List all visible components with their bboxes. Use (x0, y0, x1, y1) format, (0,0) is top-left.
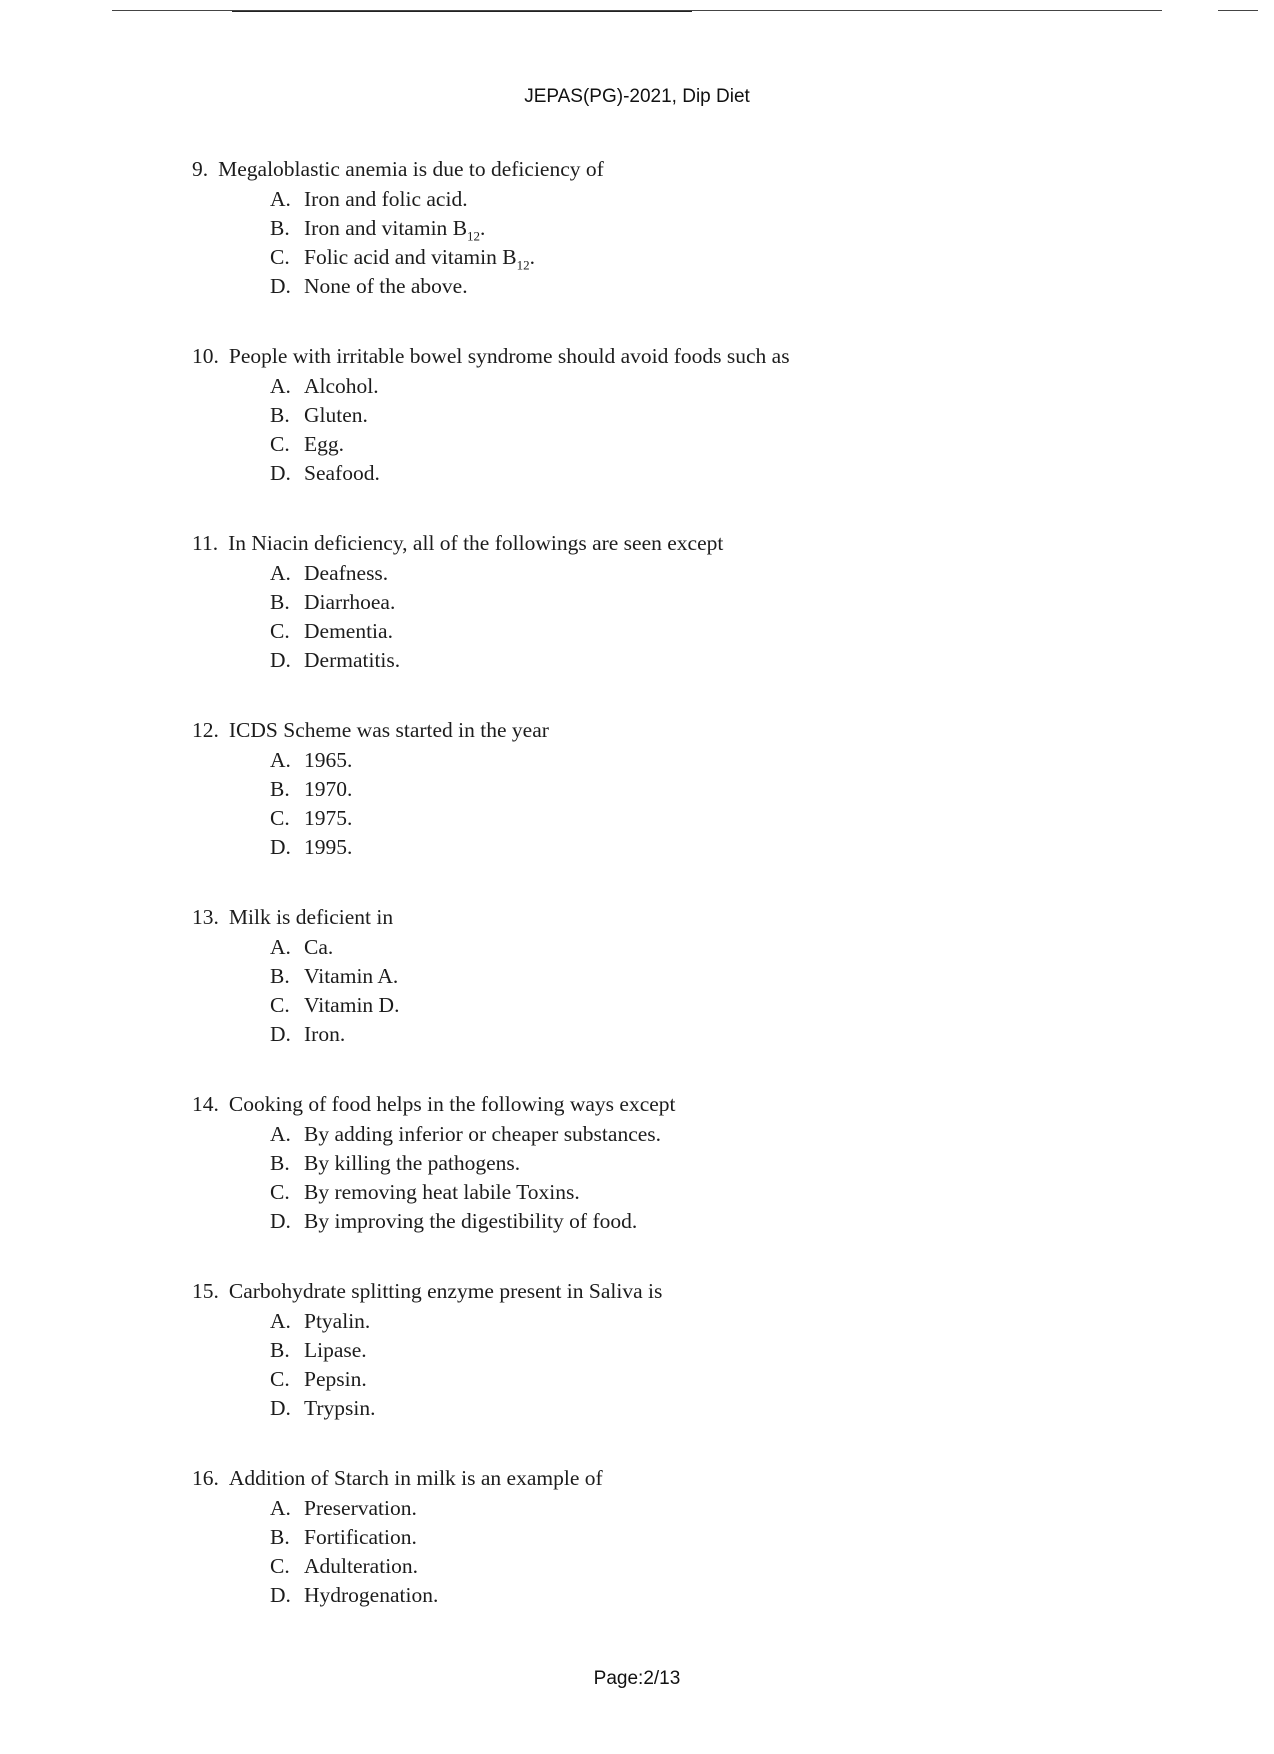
question-item (192, 904, 1192, 1049)
answer-option (192, 1494, 1192, 1523)
option-list (192, 746, 1192, 862)
answer-option (192, 617, 1192, 646)
option-letter: B. (270, 403, 290, 427)
answer-option (192, 646, 1192, 675)
option-letter: A. (270, 935, 291, 959)
answer-option (192, 833, 1192, 862)
option-text: By killing the pathogens. (304, 1151, 521, 1175)
option-letter: C. (270, 1367, 290, 1391)
question-text: People with irritable bowel syndrome should avoid foods such as (228, 344, 790, 368)
question-number: 12. (192, 718, 219, 742)
option-text: Fortification. (304, 1525, 417, 1549)
question-text: Cooking of food helps in the following ways except (228, 1092, 676, 1116)
question-text: Milk is deficient in (228, 905, 394, 929)
question-number: 9. (192, 157, 209, 181)
option-letter: D. (270, 648, 291, 672)
answer-option (192, 1149, 1192, 1178)
answer-option (192, 1207, 1192, 1236)
option-text: Vitamin D. (304, 993, 400, 1017)
option-letter: A. (270, 1309, 291, 1333)
option-list (192, 559, 1192, 675)
option-list (192, 1120, 1192, 1236)
option-letter: A. (270, 187, 291, 211)
question-item (192, 1465, 1192, 1610)
option-letter: D. (270, 1209, 291, 1233)
option-letter: A. (270, 748, 291, 772)
option-letter: A. (270, 1496, 291, 1520)
answer-option (192, 746, 1192, 775)
option-text: Deafness. (304, 561, 389, 585)
option-letter: C. (270, 993, 290, 1017)
question-number: 16. (192, 1466, 219, 1490)
page-number: Page:2/13 (593, 1668, 681, 1689)
answer-option (192, 1581, 1192, 1610)
option-text: Ca. (304, 935, 334, 959)
option-letter: A. (270, 374, 291, 398)
question-item (192, 530, 1192, 675)
option-list (192, 1494, 1192, 1610)
option-text: Diarrhoea. (304, 590, 396, 614)
answer-option (192, 1336, 1192, 1365)
option-list (192, 185, 1192, 301)
scan-edge-line-top-dark (232, 11, 692, 12)
answer-option (192, 933, 1192, 962)
scan-edge-line-top-right (1218, 10, 1258, 11)
option-text: 1995. (304, 835, 353, 859)
option-letter: B. (270, 1525, 290, 1549)
option-text: Gluten. (304, 403, 368, 427)
answer-option (192, 459, 1192, 488)
answer-option (192, 401, 1192, 430)
question-line (192, 904, 1192, 931)
question-line (192, 1091, 1192, 1118)
answer-option (192, 1394, 1192, 1423)
question-line (192, 156, 1192, 183)
option-text: 1965. (304, 748, 353, 772)
option-letter: D. (270, 835, 291, 859)
question-text: Addition of Starch in milk is an example of (228, 1466, 603, 1490)
answer-option (192, 588, 1192, 617)
option-text: By adding inferior or cheaper substances. (304, 1122, 662, 1146)
question-line (192, 530, 1192, 557)
option-letter: B. (270, 777, 290, 801)
answer-option (192, 962, 1192, 991)
option-text: Seafood. (304, 461, 380, 485)
question-item (192, 717, 1192, 862)
answer-option (192, 1552, 1192, 1581)
answer-option (192, 1020, 1192, 1049)
option-text: 1970. (304, 777, 353, 801)
option-letter: D. (270, 274, 291, 298)
option-letter: B. (270, 1338, 290, 1362)
option-text: Pepsin. (304, 1367, 367, 1391)
option-letter: B. (270, 1151, 290, 1175)
option-letter: B. (270, 216, 290, 240)
option-letter: C. (270, 432, 290, 456)
option-letter: C. (270, 1180, 290, 1204)
option-text: Preservation. (304, 1496, 417, 1520)
option-letter: A. (270, 561, 291, 585)
option-letter: B. (270, 964, 290, 988)
option-letter: A. (270, 1122, 291, 1146)
option-text: Vitamin A. (304, 964, 399, 988)
question-line (192, 1278, 1192, 1305)
option-letter: D. (270, 461, 291, 485)
question-number: 10. (192, 344, 219, 368)
option-text: Trypsin. (304, 1396, 376, 1420)
answer-option (192, 559, 1192, 588)
answer-option (192, 243, 1192, 272)
option-text: Egg. (304, 432, 345, 456)
answer-option (192, 372, 1192, 401)
answer-option (192, 991, 1192, 1020)
option-text: Iron and folic acid. (304, 187, 468, 211)
option-letter: C. (270, 619, 290, 643)
option-letter: B. (270, 590, 290, 614)
option-letter: D. (270, 1396, 291, 1420)
page-header: JEPAS(PG)-2021, Dip Diet (524, 86, 750, 107)
answer-option (192, 1365, 1192, 1394)
question-number: 15. (192, 1279, 219, 1303)
answer-option (192, 1307, 1192, 1336)
question-item (192, 1091, 1192, 1236)
option-list (192, 372, 1192, 488)
question-line (192, 1465, 1192, 1492)
option-text: Alcohol. (304, 374, 379, 398)
question-text: Carbohydrate splitting enzyme present in Saliva is (228, 1279, 663, 1303)
answer-option (192, 1120, 1192, 1149)
option-text: Adulteration. (304, 1554, 419, 1578)
answer-option (192, 214, 1192, 243)
option-letter: D. (270, 1022, 291, 1046)
option-text: Dementia. (304, 619, 393, 643)
option-letter: C. (270, 245, 290, 269)
question-number: 14. (192, 1092, 219, 1116)
option-text: Dermatitis. (304, 648, 401, 672)
option-letter: D. (270, 1583, 291, 1607)
option-letter: C. (270, 1554, 290, 1578)
answer-option (192, 1523, 1192, 1552)
option-list (192, 1307, 1192, 1423)
question-item (192, 1278, 1192, 1423)
option-text: By removing heat labile Toxins. (304, 1180, 580, 1204)
option-text: Hydrogenation. (304, 1583, 439, 1607)
question-item (192, 156, 1192, 301)
question-text: ICDS Scheme was started in the year (228, 718, 549, 742)
answer-option (192, 272, 1192, 301)
question-number: 13. (192, 905, 219, 929)
question-list (192, 156, 1192, 1652)
option-text: Lipase. (304, 1338, 367, 1362)
question-line (192, 717, 1192, 744)
option-text: 1975. (304, 806, 353, 830)
option-text: Folic acid and vitamin $B_{12}$. (304, 245, 535, 273)
option-text: By improving the digestibility of food. (304, 1209, 638, 1233)
option-letter: C. (270, 806, 290, 830)
option-text: Iron. (304, 1022, 346, 1046)
question-item (192, 343, 1192, 488)
option-list (192, 933, 1192, 1049)
option-text: Iron and vitamin $B_{12}$. (304, 216, 486, 244)
answer-option (192, 775, 1192, 804)
question-text: In Niacin deficiency, all of the followings are seen except (228, 531, 724, 555)
question-number: 11. (192, 531, 219, 555)
answer-option (192, 804, 1192, 833)
question-line (192, 343, 1192, 370)
answer-option (192, 185, 1192, 214)
option-text: None of the above. (304, 274, 468, 298)
answer-option (192, 1178, 1192, 1207)
answer-option (192, 430, 1192, 459)
question-text: Megaloblastic anemia is due to deficiency of (218, 157, 604, 181)
option-text: Ptyalin. (304, 1309, 371, 1333)
